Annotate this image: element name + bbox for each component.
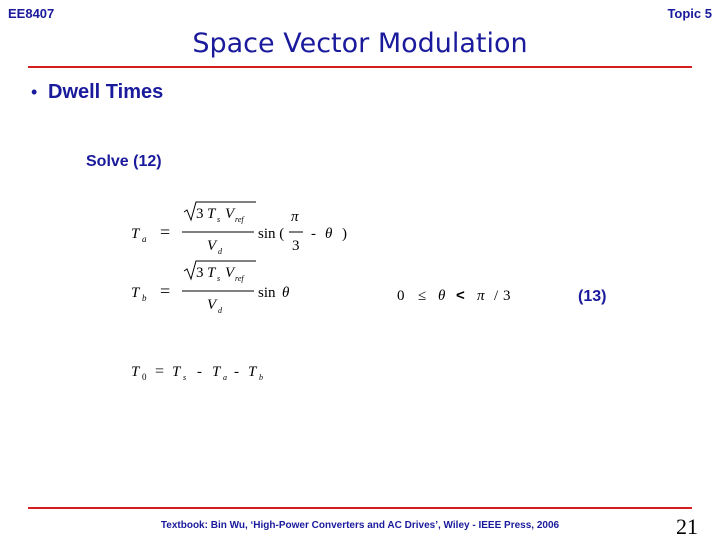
equation-tb [131, 261, 290, 315]
t0-ts-sub: s [183, 373, 187, 382]
bullet-heading: Dwell Times [48, 81, 164, 103]
cond-theta: θ [438, 288, 446, 304]
tb-sin: sin [258, 285, 276, 301]
cond-le: ≤ [418, 288, 427, 304]
tb-equals: = [160, 281, 171, 301]
t0-lhs: T [131, 364, 140, 380]
tb-num-V: V [225, 265, 235, 281]
equation-t0 [131, 363, 263, 382]
ta-den-V-sub: d [218, 247, 222, 256]
solve-label: Solve (12) [86, 153, 162, 170]
ta-pi: π [291, 209, 299, 225]
t0-ts: T [172, 364, 181, 380]
t0-tb-sub: b [259, 373, 263, 382]
t0-minus1: - [197, 364, 202, 380]
t0-equals: = [155, 363, 165, 380]
tb-den-V: V [207, 297, 217, 313]
t0-ta: T [212, 364, 221, 380]
tb-num-V-sub: ref [235, 274, 244, 283]
ta-num-V: V [225, 206, 235, 222]
ta-minus: - [311, 226, 316, 242]
tb-theta: θ [282, 285, 290, 301]
ta-num-T-sub: s [217, 215, 221, 224]
cond-zero: 0 [397, 288, 405, 304]
t0-ta-sub: a [223, 373, 227, 382]
bullet-dot-icon: • [31, 82, 38, 102]
footer-divider [28, 507, 692, 509]
ta-theta: θ [325, 226, 333, 242]
ta-close: ) [342, 226, 347, 242]
tb-den-V-sub: d [218, 306, 222, 315]
footer-citation: Textbook: Bin Wu, ‘High-Power Converters and AC Drives’, Wiley - IEEE Press, 2006 [160, 520, 560, 531]
ta-three: 3 [292, 238, 300, 254]
page-number: 21 [676, 514, 698, 539]
equation-condition [397, 287, 511, 304]
tb-lhs-sub: b [142, 293, 147, 303]
slide-title: Space Vector Modulation [192, 28, 528, 59]
course-code: EE8407 [8, 6, 55, 21]
tb-sqrt-arg: 3 [196, 265, 204, 281]
t0-lhs-sub: 0 [142, 372, 147, 382]
cond-pi: π [477, 288, 485, 304]
tb-lhs: T [131, 285, 140, 301]
ta-sqrt-arg: 3 [196, 206, 204, 222]
cond-slash: / [494, 288, 499, 304]
tb-num-T: T [207, 265, 216, 281]
ta-num-T: T [207, 206, 216, 222]
tb-num-T-sub: s [217, 274, 221, 283]
t0-minus2: - [234, 364, 239, 380]
ta-equals: = [160, 222, 171, 242]
ta-num-V-sub: ref [235, 215, 244, 224]
equation-number: (13) [578, 288, 607, 305]
ta-den-V: V [207, 238, 217, 254]
cond-lt: < [456, 287, 465, 304]
cond-three: 3 [503, 288, 511, 304]
ta-lhs-sub: a [142, 234, 147, 244]
t0-tb: T [248, 364, 257, 380]
ta-lhs: T [131, 226, 140, 242]
equation-ta [131, 202, 347, 256]
ta-sin: sin ( [258, 226, 285, 242]
topic-label: Topic 5 [667, 6, 712, 21]
